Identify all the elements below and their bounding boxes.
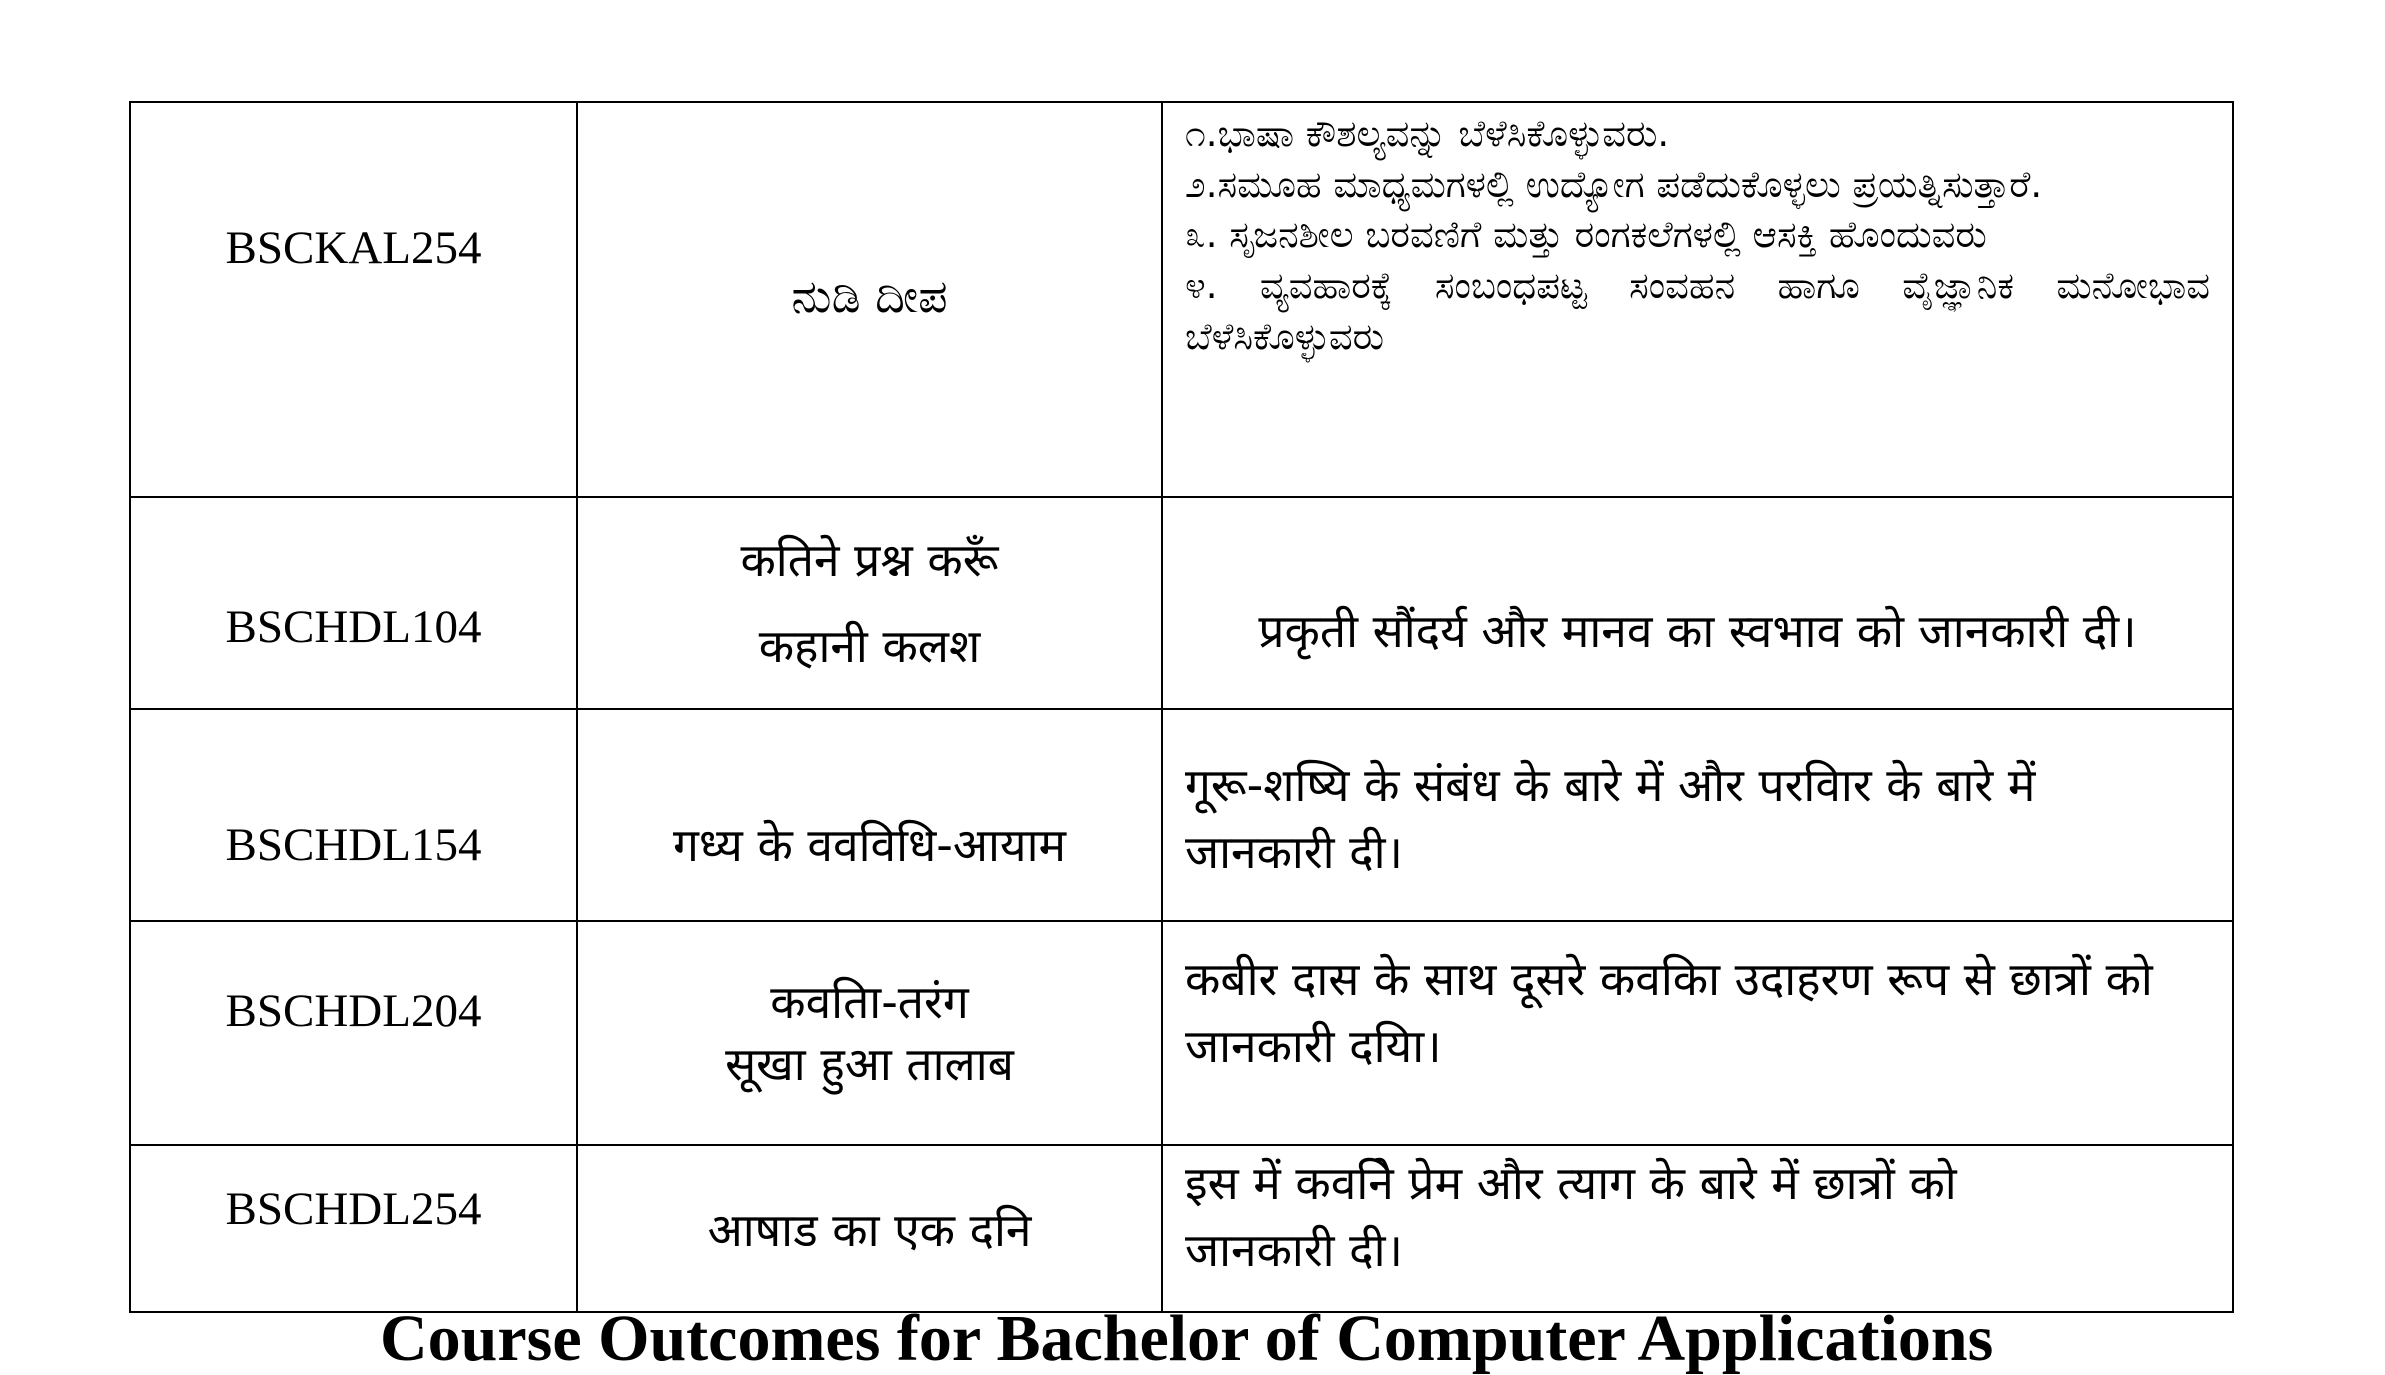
course-code: BSCHDL154 [225,819,482,871]
outcome-line: इस में कवनिे प्रेम और त्याग के बारे में छात्रों को जानकारी दी। [1185,1156,1957,1277]
outcome-line: ೨.ಸಮೂಹ ಮಾಧ್ಯಮಗಳಲ್ಲಿ ಉದ್ಯೋಗ ಪಡೆದುಕೊಳ್ಳಲು ಪ್ರಯತ್ನಿಸುತ್ತಾರೆ. [1185,162,2043,206]
course-code: BSCHDL254 [225,1182,482,1235]
course-title-cell [577,709,1162,921]
outcome-line: ೩. ಸೃಜನಶೀಲ ಬರವಣಿಗೆ ಮತ್ತು ರಂಗಕಲೆಗಳಲ್ಲಿ ಆಸಕ್ತಿ ಹೊಂದುವರು [1185,213,1987,257]
course-code: BSCKAL254 [225,221,482,274]
course-code: BSCHDL204 [225,985,482,1037]
outcome-line: प्रकृती सौंदर्य और मानव का स्वभाव को जानकारी दी। [1258,604,2137,658]
course-code-cell [130,709,577,921]
course-title-cell [577,497,1162,709]
course-title: कहानी कलश [758,619,981,673]
table-row [130,921,2233,1145]
course-title: ನುಡಿ ದೀಪ [791,269,948,324]
course-outcome-cell [1162,921,2233,1145]
course-title: गध्य के ववविधि-आयाम [672,817,1066,872]
course-title-cell [577,921,1162,1145]
course-outcome-cell [1162,102,2233,497]
course-title-cell [577,1145,1162,1312]
course-title-cell [577,102,1162,497]
table-row [130,1145,2233,1312]
section-heading: Course Outcomes for Bachelor of Computer Applications [380,1302,1994,1375]
course-outcomes-table [129,101,2234,1313]
course-title: आषाड का एक दनि [707,1203,1032,1258]
course-outcome-cell [1162,709,2233,921]
course-title: सूखा हुआ तालाब [725,1037,1014,1091]
course-code-cell [130,497,577,709]
course-code: BSCHDL104 [225,601,482,653]
outcome-line: गूरू-शष्यि के संबंध के बारे में और परविार के बारे में जानकारी दी। [1185,758,2036,879]
course-code-cell [130,1145,577,1312]
outcome-line: कबीर दास के साथ दूसरे कवकिा उदाहरण रूप से छात्रों को जानकारी दयिा। [1185,952,2153,1073]
table-row [130,497,2233,709]
course-outcome-cell [1162,1145,2233,1312]
table-row [130,102,2233,497]
course-title: कतिने प्रश्न करूँ [740,532,999,587]
table-row [130,709,2233,921]
course-outcome-cell [1162,497,2233,709]
outcome-line: ೪. ವ್ಯವಹಾರಕ್ಕೆ ಸಂಬಂಧಪಟ್ಟ ಸಂವಹನ ಹಾಗೂ ವೈಜ್ಞಾನಿಕ ಮನೋಭಾವ ಬೆಳೆಸಿಕೊಳ್ಳುವರು [1185,264,2210,358]
course-code-cell [130,921,577,1145]
outcome-line: ೧.ಭಾಷಾ ಕೌಶಲ್ಯವನ್ನು ಬೆಳೆಸಿಕೊಳ್ಳುವರು. [1185,112,1670,155]
course-title: कवतिा-तरंग [770,974,969,1029]
course-code-cell [130,102,577,497]
